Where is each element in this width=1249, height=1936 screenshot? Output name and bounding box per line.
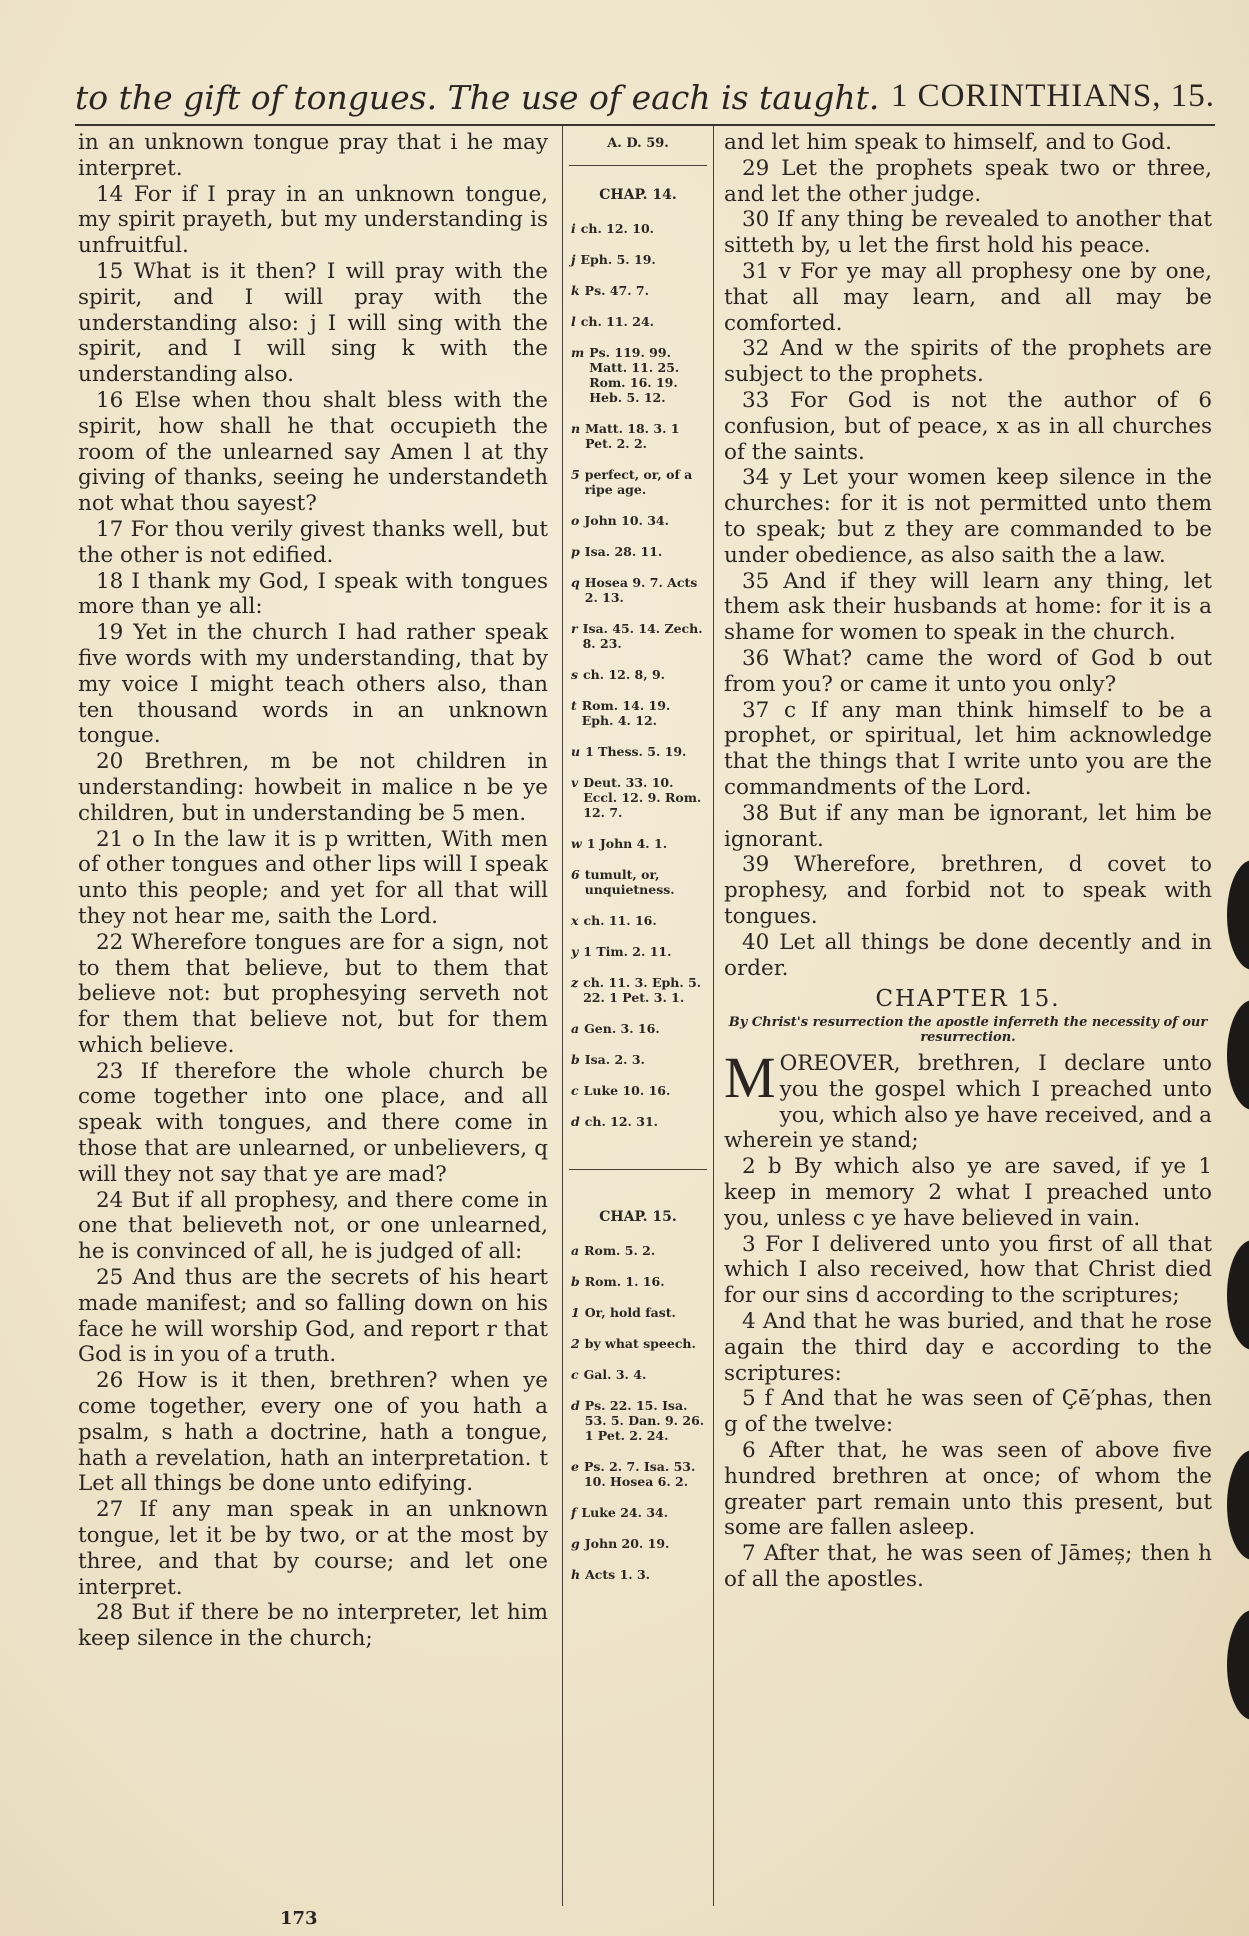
verse: OREOVER, brethren, I declare unto you the gospel which I preached unto you, which also ye have received, and a wherein ye stand;: [724, 1051, 1212, 1154]
margin-reference: [563, 221, 713, 236]
verse: 15 What is it then? I will pray with the spirit, and I will pray with the understanding also: j I will sing with the spirit, and I will sing k with the understanding also.: [78, 258, 548, 388]
reference-text: tumult, or, unquietness.: [584, 867, 675, 897]
reference-text: Rom. 5. 2.: [584, 1243, 656, 1258]
reference-text: Isa. 28. 11.: [584, 544, 663, 559]
reference-text: Or, hold fast.: [584, 1305, 676, 1320]
reference-key: c: [571, 1367, 579, 1382]
verse: 7 After that, he was seen of Jāmeș; then h of all the apostles.: [724, 1541, 1212, 1593]
reference-text: ch. 12. 31.: [584, 1114, 658, 1129]
chapter-heading: CHAPTER 15.: [875, 986, 1061, 1013]
margin-reference: [563, 836, 713, 851]
reference-key: a: [571, 1243, 580, 1258]
reference-key: h: [571, 1567, 581, 1582]
reference-text: John 10. 34.: [584, 513, 669, 528]
reference-text: Luke 10. 16.: [583, 1083, 671, 1098]
margin-reference: [563, 1536, 713, 1551]
reference-key: 6: [571, 867, 580, 882]
header-book-chapter: 1 CORINTHIANS, 15.: [890, 78, 1215, 114]
verse: 3 For I delivered unto you first of all that which I also received, how that Christ died for our sins d according to the scriptures;: [724, 1231, 1212, 1309]
verse: 24 But if all prophesy, and there come in one that believeth not, or one unlearned, he is convinced of all, he is judged of all:: [78, 1187, 548, 1265]
verse: 34 y Let your women keep silence in the churches: for it is not permitted unto them to speak; but z they are commanded to be under obedience, as also saith the a law.: [724, 465, 1212, 568]
verse: 23 If therefore the whole church be come together into one place, and all speak with tongues, and there come in those that are unlearned, or unbelievers, q will they not say that ye are mad?: [78, 1058, 548, 1187]
margin-reference: [563, 1367, 713, 1382]
separator: [569, 165, 707, 166]
reference-key: e: [571, 1459, 579, 1474]
year-label: A. D. 59.: [607, 136, 669, 151]
margin-reference: [563, 1021, 713, 1036]
reference-text: John 20. 19.: [584, 1536, 670, 1551]
reference-key: l: [571, 314, 576, 329]
reference-text: Eph. 5. 19.: [580, 252, 656, 267]
margin-reference: [563, 1114, 713, 1129]
verse: 39 Wherefore, brethren, d covet to prophesy, and forbid not to speak with tongues.: [724, 852, 1212, 929]
margin-reference: [563, 467, 713, 497]
margin-reference: [563, 1243, 713, 1258]
reference-key: t: [571, 698, 577, 713]
verse: 31 v For ye may all prophesy one by one, that all may learn, and all may be comforted.: [724, 258, 1212, 336]
reference-key: b: [571, 1052, 580, 1067]
reference-text: Rom. 1. 16.: [584, 1274, 665, 1289]
reference-key: r: [571, 621, 578, 636]
reference-key: m: [571, 345, 585, 360]
verse: 5 f And that he was seen of Çē′phas, then g of the twelve:: [724, 1386, 1212, 1438]
verse: 29 Let the prophets speak two or three, and let the other judge.: [724, 155, 1212, 207]
reference-key: c: [571, 1083, 579, 1098]
verse: in an unknown tongue pray that i he may interpret.: [78, 130, 548, 181]
reference-text: Isa. 45. 14. Zech. 8. 23.: [582, 621, 703, 651]
reference-key: o: [571, 513, 580, 528]
margin-reference: [563, 314, 713, 329]
verse: 4 And that he was buried, and that he rose again the third day e according to the scriptures:: [724, 1309, 1212, 1386]
margin-reference: [563, 698, 713, 728]
reference-key: a: [571, 1021, 580, 1036]
margin-reference: [563, 1459, 713, 1489]
margin-reference: [563, 775, 713, 820]
reference-key: f: [571, 1505, 577, 1520]
reference-text: Isa. 2. 3.: [584, 1052, 645, 1067]
right-column: [724, 130, 1212, 1593]
reference-key: i: [571, 221, 576, 236]
margin-reference: [563, 913, 713, 928]
reference-key: b: [571, 1274, 580, 1289]
reference-key: 1: [571, 1305, 580, 1320]
reference-text: Ps. 22. 15. Isa. 53. 5. Dan. 9. 26. 1 Pet. 2. 24.: [584, 1398, 705, 1443]
reference-key: 5: [571, 467, 580, 482]
reference-key: y: [571, 944, 579, 959]
verse: 19 Yet in the church I had rather speak five words with my understanding, that by my voice I might teach others also, than ten thousand words in an unknown tongue.: [78, 620, 548, 749]
reference-key: d: [571, 1114, 580, 1129]
verse: 16 Else when thou shalt bless with the spirit, how shall he that occupieth the room of the unlearned say Amen l at thy giving of thanks, seeing he understandeth not what thou sayest?: [78, 387, 548, 517]
left-column: [78, 130, 548, 1652]
reference-text: Acts 1. 3.: [585, 1567, 651, 1582]
margin-reference: [563, 1505, 713, 1520]
drop-cap: M: [724, 1045, 776, 1111]
verse: 21 o In the law it is p written, With men of other tongues and other lips will I speak unto this people; and yet for all that will they not hear me, saith the Lord.: [78, 826, 548, 929]
reference-key: j: [571, 252, 576, 267]
verse: and let him speak to himself, and to God.: [724, 130, 1172, 155]
verse: 2 b By which also ye are saved, if ye 1 keep in memory 2 what I preached unto you, unless c ye have believed in vain.: [724, 1154, 1212, 1231]
reference-text: Gen. 3. 16.: [584, 1021, 660, 1036]
reference-key: v: [571, 775, 579, 790]
verse: 32 And w the spirits of the prophets are subject to the prophets.: [724, 336, 1212, 388]
reference-text: Deut. 33. 10. Eccl. 12. 9. Rom. 12. 7.: [583, 775, 702, 820]
header-summary: to the gift of tongues. The use of each is taught.: [75, 78, 880, 117]
margin-reference: [563, 1274, 713, 1289]
center-reference-column: [562, 126, 714, 1906]
margin-reference: [563, 1398, 713, 1443]
margin-reference: [563, 1336, 713, 1351]
reference-key: s: [571, 667, 579, 682]
reference-text: ch. 12. 10.: [580, 221, 654, 236]
reference-key: x: [571, 913, 579, 928]
chapter-14-label: CHAP. 14.: [599, 187, 677, 203]
margin-reference: [563, 667, 713, 682]
reference-text: 1 Thess. 5. 19.: [585, 744, 687, 759]
reference-text: Ps. 47. 7.: [584, 283, 649, 298]
chapter-summary: By Christ's resurrection the apostle inferreth the necessity of our resurrection.: [728, 1015, 1208, 1046]
margin-reference: [563, 575, 713, 605]
reference-text: Rom. 14. 19. Eph. 4. 12.: [581, 698, 671, 728]
margin-reference: [563, 345, 713, 405]
verse: 30 If any thing be revealed to another that sitteth by, u let the first hold his peace.: [724, 207, 1212, 259]
reference-key: d: [571, 1398, 580, 1413]
margin-reference: [563, 975, 713, 1005]
reference-key: 2: [571, 1336, 580, 1351]
margin-reference: [563, 944, 713, 959]
verse: 40 Let all things be done decently and in order.: [724, 929, 1212, 981]
margin-reference: [563, 421, 713, 451]
reference-text: 1 Tim. 2. 11.: [583, 944, 672, 959]
verse: 14 For if I pray in an unknown tongue, my spirit prayeth, but my understanding is unfruitful.: [78, 181, 548, 259]
reference-text: Ps. 2. 7. Isa. 53. 10. Hosea 6. 2.: [583, 1459, 696, 1489]
verse: 25 And thus are the secrets of his heart made manifest; and so falling down on his face he will worship God, and report r that God is in you of a truth.: [78, 1265, 548, 1368]
reference-text: Luke 24. 34.: [581, 1505, 669, 1520]
reference-key: q: [571, 575, 580, 590]
reference-key: k: [571, 283, 580, 298]
verse: 35 And if they will learn any thing, let them ask their husbands at home: for it is a shame for women to speak in the church.: [724, 568, 1212, 646]
verse: 33 For God is not the author of 6 confusion, but of peace, x as in all churches of the saints.: [724, 387, 1212, 465]
reference-key: z: [571, 975, 579, 990]
reference-key: g: [571, 1536, 580, 1551]
verse: 36 What? came the word of God b out from you? or came it unto you only?: [724, 645, 1212, 697]
verse: 18 I thank my God, I speak with tongues more than ye all:: [78, 568, 548, 620]
margin-reference: [563, 744, 713, 759]
margin-reference: [563, 621, 713, 651]
margin-reference: [563, 283, 713, 298]
reference-text: Ps. 119. 99. Matt. 11. 25. Rom. 16. 19. Heb. 5. 12.: [589, 345, 680, 405]
margin-reference: [563, 513, 713, 528]
reference-text: 1 John 4. 1.: [586, 836, 668, 851]
running-header: [75, 78, 1215, 122]
verse: 26 How is it then, brethren? when ye come together, every one of you hath a psalm, s hath a doctrine, hath a tongue, hath a revelation, hath an interpretation. t Let all things be done unto edifying.: [78, 1368, 548, 1497]
reference-text: ch. 11. 3. Eph. 5. 22. 1 Pet. 3. 1.: [583, 975, 702, 1005]
margin-reference: [563, 1083, 713, 1098]
reference-key: w: [571, 836, 582, 851]
reference-key: u: [571, 744, 581, 759]
reference-text: ch. 11. 24.: [580, 314, 654, 329]
reference-text: Gal. 3. 4.: [583, 1367, 647, 1382]
reference-text: Matt. 18. 3. 1 Pet. 2. 2.: [585, 421, 680, 451]
reference-text: Hosea 9. 7. Acts 2. 13.: [584, 575, 698, 605]
verse: 28 But if there be no interpreter, let him keep silence in the church;: [78, 1600, 548, 1652]
verse: 37 c If any man think himself to be a prophet, or spiritual, let him acknowledge that the things that I write unto you are the commandments of the Lord.: [724, 697, 1212, 800]
reference-text: ch. 12. 8, 9.: [583, 667, 665, 682]
chapter-15-label: CHAP. 15.: [599, 1209, 677, 1225]
verse: 22 Wherefore tongues are for a sign, not to them that believe, but to them that believe not: but prophesying serveth not for them that believe not, but for them which believe.: [78, 929, 548, 1058]
verse: 6 After that, he was seen of above five hundred brethren at once; of whom the greater part remain unto this present, but some are fallen asleep.: [724, 1438, 1212, 1541]
verse: 20 Brethren, m be not children in understanding: howbeit in malice n be ye children, but in understanding be 5 men.: [78, 749, 548, 826]
reference-text: perfect, or, of a ripe age.: [584, 467, 693, 497]
separator: [569, 1169, 707, 1170]
verse: 27 If any man speak in an unknown tongue, let it be by two, or at the most by three, and that by course; and let one interpret.: [78, 1497, 548, 1600]
margin-reference: [563, 544, 713, 559]
reference-key: n: [571, 421, 581, 436]
verse: 17 For thou verily givest thanks well, but the other is not edified.: [78, 516, 548, 568]
reference-text: by what speech.: [584, 1336, 696, 1351]
reference-key: p: [571, 544, 580, 559]
margin-reference: [563, 1052, 713, 1067]
margin-reference: [563, 252, 713, 267]
margin-reference: [563, 867, 713, 897]
verse: 38 But if any man be ignorant, let him be ignorant.: [724, 800, 1212, 852]
margin-reference: [563, 1567, 713, 1582]
page-number: 173: [280, 1908, 318, 1929]
margin-reference: [563, 1305, 713, 1320]
reference-text: ch. 11. 16.: [583, 913, 657, 928]
